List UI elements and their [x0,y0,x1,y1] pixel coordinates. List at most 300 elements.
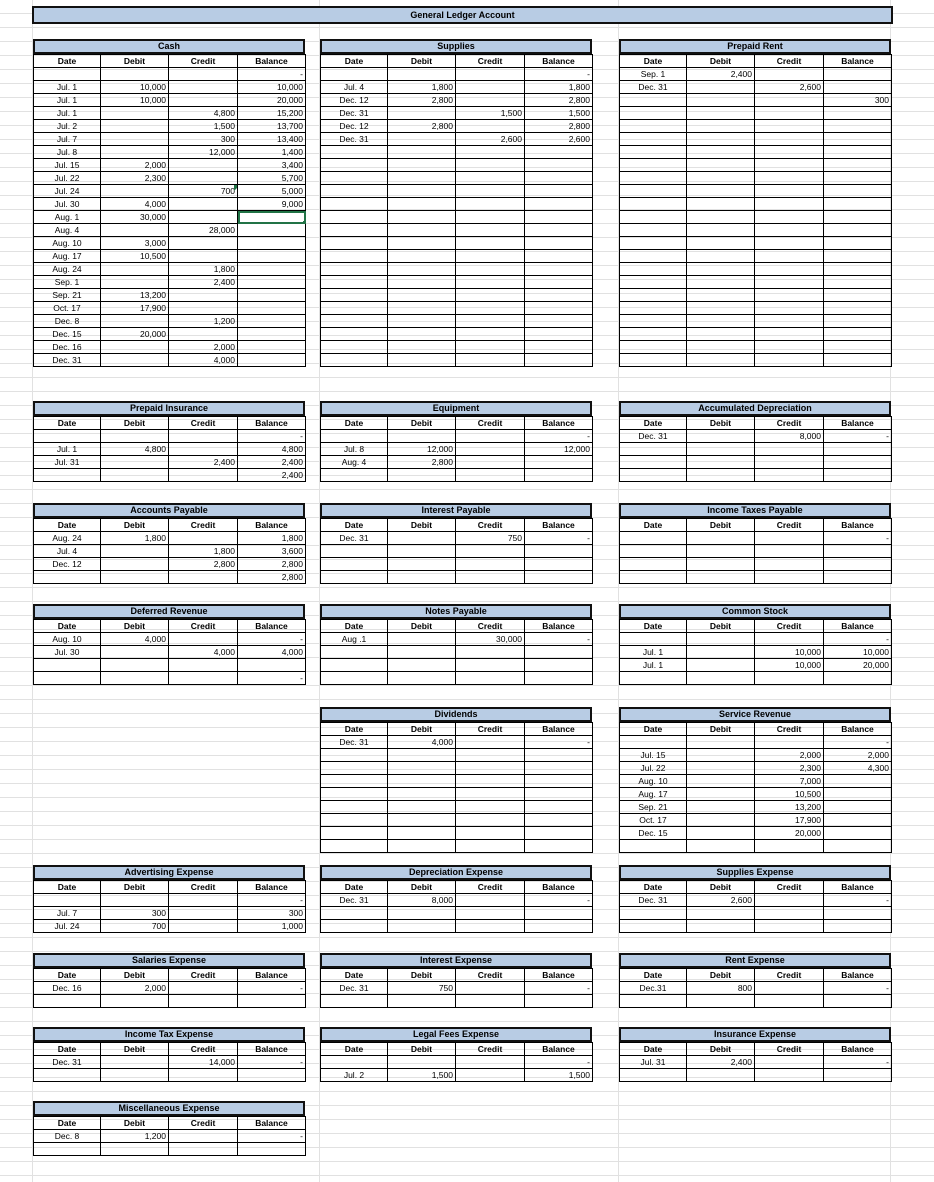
cell-debit[interactable] [687,328,755,341]
cell-date[interactable]: Jul. 1 [620,646,687,659]
cell-debit[interactable] [687,315,755,328]
cell-credit[interactable] [755,276,824,289]
cell-credit[interactable] [169,894,238,907]
cell-debit[interactable] [101,224,169,237]
cell-credit[interactable] [456,68,525,81]
cell-debit[interactable]: 3,000 [101,237,169,250]
cell-balance[interactable]: 1,000 [238,920,306,933]
cell-debit[interactable] [687,840,755,853]
cell-debit[interactable]: 700 [101,920,169,933]
cell-date[interactable]: Aug .1 [321,633,388,646]
cell-date[interactable] [620,211,687,224]
cell-balance[interactable]: 9,000 [238,198,306,211]
cell-date[interactable]: Jul. 22 [34,172,101,185]
cell-debit[interactable] [101,263,169,276]
cell-balance[interactable] [525,545,593,558]
cell-debit[interactable]: 1,500 [388,1069,456,1082]
cell-date[interactable] [34,430,101,443]
cell-credit[interactable] [456,81,525,94]
cell-date[interactable]: Dec. 15 [620,827,687,840]
cell-credit[interactable] [755,443,824,456]
cell-date[interactable]: Jul. 1 [620,659,687,672]
cell-credit[interactable] [169,1069,238,1082]
cell-balance[interactable]: - [238,68,306,81]
cell-date[interactable]: Dec. 31 [321,133,388,146]
cell-balance[interactable] [824,302,892,315]
cell-credit[interactable] [456,646,525,659]
cell-date[interactable]: Jul. 30 [34,198,101,211]
cell-debit[interactable] [687,159,755,172]
cell-balance[interactable]: 12,000 [525,443,593,456]
cell-date[interactable] [321,762,388,775]
cell-date[interactable] [620,250,687,263]
cell-credit[interactable] [755,211,824,224]
cell-date[interactable] [321,341,388,354]
cell-debit[interactable] [388,328,456,341]
cell-balance[interactable] [824,354,892,367]
cell-date[interactable]: Jul. 24 [34,920,101,933]
cell-debit[interactable] [388,1056,456,1069]
cell-balance[interactable]: 20,000 [824,659,892,672]
cell-credit[interactable] [755,995,824,1008]
cell-debit[interactable] [388,341,456,354]
cell-debit[interactable]: 17,900 [101,302,169,315]
cell-balance[interactable]: - [238,1130,306,1143]
cell-balance[interactable]: 4,800 [238,443,306,456]
cell-date[interactable] [321,185,388,198]
cell-balance[interactable]: - [824,736,892,749]
cell-balance[interactable]: 2,800 [238,571,306,584]
cell-credit[interactable] [169,995,238,1008]
cell-credit[interactable] [755,558,824,571]
cell-date[interactable] [321,211,388,224]
cell-credit[interactable] [169,571,238,584]
cell-date[interactable] [321,558,388,571]
cell-credit[interactable] [755,328,824,341]
cell-credit[interactable] [169,159,238,172]
cell-date[interactable] [34,1143,101,1156]
cell-debit[interactable] [687,558,755,571]
cell-balance[interactable] [824,672,892,685]
cell-debit[interactable] [687,430,755,443]
cell-debit[interactable] [687,107,755,120]
cell-credit[interactable] [755,571,824,584]
cell-date[interactable] [620,94,687,107]
cell-debit[interactable] [687,672,755,685]
cell-balance[interactable] [824,107,892,120]
cell-debit[interactable] [388,211,456,224]
cell-date[interactable]: Jul. 1 [34,94,101,107]
cell-date[interactable]: Aug. 1 [34,211,101,224]
cell-credit[interactable]: 2,600 [456,133,525,146]
cell-credit[interactable] [169,198,238,211]
cell-debit[interactable] [101,107,169,120]
cell-date[interactable]: Jul. 4 [34,545,101,558]
cell-credit[interactable] [456,94,525,107]
cell-debit[interactable] [388,558,456,571]
cell-debit[interactable] [101,354,169,367]
cell-credit[interactable] [755,133,824,146]
cell-debit[interactable] [687,775,755,788]
cell-date[interactable]: Sep. 1 [620,68,687,81]
cell-debit[interactable] [687,302,755,315]
cell-balance[interactable] [525,198,593,211]
cell-credit[interactable]: 1,500 [169,120,238,133]
cell-credit[interactable] [169,289,238,302]
cell-balance[interactable] [824,185,892,198]
cell-balance[interactable] [238,315,306,328]
cell-balance[interactable] [238,263,306,276]
cell-debit[interactable] [687,571,755,584]
cell-date[interactable] [34,469,101,482]
cell-balance[interactable] [824,172,892,185]
cell-debit[interactable] [687,81,755,94]
cell-date[interactable] [321,198,388,211]
cell-balance[interactable] [525,646,593,659]
cell-credit[interactable]: 10,000 [755,646,824,659]
cell-credit[interactable] [755,894,824,907]
cell-date[interactable]: Jul. 1 [34,107,101,120]
cell-date[interactable] [321,749,388,762]
cell-balance[interactable]: - [525,1056,593,1069]
cell-balance[interactable] [824,263,892,276]
cell-credit[interactable] [755,920,824,933]
cell-credit[interactable] [755,68,824,81]
cell-date[interactable] [620,276,687,289]
cell-balance[interactable]: - [525,982,593,995]
cell-date[interactable] [321,315,388,328]
cell-debit[interactable] [388,263,456,276]
cell-balance[interactable]: - [525,68,593,81]
cell-credit[interactable] [456,736,525,749]
cell-debit[interactable] [687,545,755,558]
cell-date[interactable] [620,120,687,133]
cell-debit[interactable] [687,185,755,198]
cell-credit[interactable] [456,354,525,367]
cell-date[interactable] [321,263,388,276]
cell-debit[interactable] [101,571,169,584]
cell-date[interactable]: Jul. 31 [34,456,101,469]
cell-credit[interactable] [755,982,824,995]
cell-balance[interactable] [824,788,892,801]
cell-balance[interactable]: 2,800 [238,558,306,571]
cell-credit[interactable] [755,469,824,482]
cell-date[interactable] [321,224,388,237]
cell-credit[interactable]: 4,000 [169,354,238,367]
cell-credit[interactable] [755,172,824,185]
cell-debit[interactable] [388,289,456,302]
cell-date[interactable] [34,1069,101,1082]
cell-credit[interactable] [456,571,525,584]
cell-balance[interactable] [525,920,593,933]
cell-debit[interactable] [388,995,456,1008]
cell-credit[interactable] [169,920,238,933]
cell-balance[interactable] [525,185,593,198]
cell-debit[interactable] [388,146,456,159]
cell-credit[interactable] [755,224,824,237]
cell-balance[interactable] [824,250,892,263]
cell-credit[interactable]: 13,200 [755,801,824,814]
cell-credit[interactable] [755,263,824,276]
cell-debit[interactable] [388,354,456,367]
cell-balance[interactable] [238,302,306,315]
cell-credit[interactable] [169,211,238,224]
cell-credit[interactable]: 4,000 [169,646,238,659]
cell-balance[interactable] [824,146,892,159]
cell-date[interactable] [321,646,388,659]
cell-balance[interactable] [525,762,593,775]
cell-debit[interactable] [101,1143,169,1156]
cell-date[interactable]: Jul. 2 [34,120,101,133]
cell-credit[interactable] [755,107,824,120]
cell-date[interactable] [620,289,687,302]
cell-credit[interactable] [456,775,525,788]
cell-credit[interactable] [456,289,525,302]
cell-date[interactable] [321,354,388,367]
cell-date[interactable]: Sep. 21 [34,289,101,302]
cell-balance[interactable] [824,159,892,172]
cell-credit[interactable] [755,302,824,315]
cell-debit[interactable] [687,633,755,646]
cell-debit[interactable]: 2,400 [687,68,755,81]
cell-credit[interactable] [456,159,525,172]
cell-balance[interactable] [525,827,593,840]
cell-balance[interactable] [824,907,892,920]
cell-credit[interactable] [755,1069,824,1082]
cell-balance[interactable]: 2,800 [525,120,593,133]
cell-debit[interactable] [101,469,169,482]
cell-balance[interactable]: 1,800 [238,532,306,545]
cell-credit[interactable] [755,672,824,685]
cell-credit[interactable]: 1,800 [169,545,238,558]
cell-credit[interactable] [755,1056,824,1069]
cell-debit[interactable] [388,659,456,672]
cell-credit[interactable]: 700 [169,185,238,198]
cell-debit[interactable] [101,1056,169,1069]
cell-credit[interactable] [456,276,525,289]
cell-credit[interactable] [169,430,238,443]
cell-debit[interactable] [687,94,755,107]
cell-debit[interactable] [388,775,456,788]
cell-credit[interactable]: 30,000 [456,633,525,646]
cell-debit[interactable]: 2,000 [101,159,169,172]
cell-balance[interactable] [824,827,892,840]
cell-credit[interactable] [169,633,238,646]
cell-credit[interactable] [169,982,238,995]
cell-date[interactable]: Jul. 1 [34,81,101,94]
cell-date[interactable] [620,545,687,558]
cell-date[interactable]: Jul. 31 [620,1056,687,1069]
cell-balance[interactable] [824,469,892,482]
cell-debit[interactable] [101,68,169,81]
cell-balance[interactable] [824,443,892,456]
cell-debit[interactable] [687,907,755,920]
cell-date[interactable] [321,840,388,853]
cell-balance[interactable] [824,814,892,827]
cell-debit[interactable] [101,659,169,672]
cell-balance[interactable] [525,469,593,482]
cell-debit[interactable] [388,646,456,659]
cell-balance[interactable] [525,354,593,367]
cell-date[interactable]: Dec. 12 [34,558,101,571]
cell-date[interactable]: Dec. 31 [34,1056,101,1069]
cell-credit[interactable] [456,198,525,211]
cell-balance[interactable]: - [824,633,892,646]
cell-date[interactable]: Aug. 4 [321,456,388,469]
cell-credit[interactable]: 2,600 [755,81,824,94]
cell-debit[interactable] [388,571,456,584]
cell-balance[interactable]: 2,600 [525,133,593,146]
cell-credit[interactable]: 2,000 [755,749,824,762]
cell-credit[interactable]: 8,000 [755,430,824,443]
cell-date[interactable]: Dec. 16 [34,982,101,995]
cell-credit[interactable] [456,302,525,315]
cell-date[interactable]: Dec. 31 [321,894,388,907]
cell-balance[interactable]: 1,500 [525,107,593,120]
cell-balance[interactable] [824,276,892,289]
cell-debit[interactable] [388,840,456,853]
cell-credit[interactable] [169,532,238,545]
cell-credit[interactable] [755,354,824,367]
cell-debit[interactable] [687,456,755,469]
cell-credit[interactable]: 750 [456,532,525,545]
cell-date[interactable] [321,159,388,172]
cell-credit[interactable]: 14,000 [169,1056,238,1069]
cell-credit[interactable] [456,469,525,482]
cell-credit[interactable] [456,315,525,328]
cell-date[interactable] [620,302,687,315]
cell-date[interactable]: Aug. 17 [620,788,687,801]
cell-debit[interactable] [101,430,169,443]
cell-credit[interactable] [755,159,824,172]
cell-debit[interactable] [687,224,755,237]
cell-date[interactable] [620,315,687,328]
cell-debit[interactable]: 10,000 [101,94,169,107]
cell-balance[interactable] [525,172,593,185]
cell-debit[interactable] [388,172,456,185]
cell-balance[interactable]: 2,400 [238,469,306,482]
cell-date[interactable]: Dec. 31 [620,81,687,94]
cell-debit[interactable] [687,289,755,302]
cell-credit[interactable] [456,430,525,443]
cell-balance[interactable]: 2,000 [824,749,892,762]
cell-debit[interactable] [388,801,456,814]
cell-credit[interactable]: 2,400 [169,276,238,289]
cell-debit[interactable] [687,133,755,146]
cell-debit[interactable] [101,1069,169,1082]
cell-debit[interactable] [101,185,169,198]
cell-credit[interactable]: 10,500 [755,788,824,801]
cell-debit[interactable] [101,894,169,907]
cell-date[interactable] [321,146,388,159]
cell-credit[interactable] [456,120,525,133]
cell-date[interactable] [620,159,687,172]
cell-balance[interactable] [525,276,593,289]
cell-date[interactable] [620,354,687,367]
cell-date[interactable]: Aug. 10 [34,237,101,250]
cell-balance[interactable]: 10,000 [238,81,306,94]
cell-credit[interactable] [456,328,525,341]
cell-credit[interactable] [456,456,525,469]
cell-debit[interactable] [687,788,755,801]
cell-credit[interactable] [755,341,824,354]
cell-balance[interactable] [238,995,306,1008]
cell-date[interactable]: Jul. 8 [34,146,101,159]
cell-date[interactable]: Aug. 10 [34,633,101,646]
cell-credit[interactable] [755,250,824,263]
cell-balance[interactable] [824,801,892,814]
cell-debit[interactable] [687,341,755,354]
cell-credit[interactable] [456,801,525,814]
cell-credit[interactable] [169,237,238,250]
cell-debit[interactable] [687,646,755,659]
cell-balance[interactable]: 3,600 [238,545,306,558]
cell-balance[interactable] [525,456,593,469]
cell-date[interactable] [34,894,101,907]
cell-debit[interactable]: 2,800 [388,120,456,133]
cell-balance[interactable]: 1,800 [525,81,593,94]
cell-balance[interactable] [525,775,593,788]
cell-balance[interactable] [238,289,306,302]
cell-date[interactable]: Sep. 21 [620,801,687,814]
cell-credit[interactable] [755,633,824,646]
cell-credit[interactable] [456,982,525,995]
cell-credit[interactable] [169,907,238,920]
cell-balance[interactable] [238,250,306,263]
cell-debit[interactable] [101,276,169,289]
cell-debit[interactable] [101,133,169,146]
cell-balance[interactable]: 2,800 [525,94,593,107]
cell-debit[interactable] [388,532,456,545]
cell-date[interactable]: Jul. 15 [620,749,687,762]
cell-debit[interactable]: 300 [101,907,169,920]
cell-date[interactable] [620,107,687,120]
cell-debit[interactable]: 750 [388,982,456,995]
cell-debit[interactable] [687,659,755,672]
cell-balance[interactable] [824,995,892,1008]
cell-balance[interactable] [238,1069,306,1082]
cell-date[interactable] [321,775,388,788]
cell-date[interactable]: Dec. 8 [34,315,101,328]
cell-debit[interactable] [687,250,755,263]
cell-credit[interactable] [456,237,525,250]
cell-balance[interactable]: 5,000 [238,185,306,198]
cell-balance[interactable] [824,545,892,558]
cell-credit[interactable] [456,172,525,185]
cell-credit[interactable] [456,263,525,276]
cell-credit[interactable] [456,545,525,558]
cell-credit[interactable] [456,907,525,920]
cell-debit[interactable] [388,250,456,263]
cell-date[interactable] [34,68,101,81]
cell-debit[interactable] [388,68,456,81]
cell-balance[interactable]: 5,700 [238,172,306,185]
cell-date[interactable]: Aug. 4 [34,224,101,237]
cell-date[interactable] [321,289,388,302]
cell-balance[interactable]: - [238,633,306,646]
cell-debit[interactable] [687,532,755,545]
cell-credit[interactable] [169,81,238,94]
cell-debit[interactable]: 4,000 [388,736,456,749]
cell-debit[interactable] [687,995,755,1008]
cell-date[interactable] [620,133,687,146]
cell-debit[interactable]: 1,800 [101,532,169,545]
cell-balance[interactable] [525,237,593,250]
cell-debit[interactable]: 2,600 [687,894,755,907]
cell-debit[interactable]: 4,000 [101,633,169,646]
cell-date[interactable]: Jul. 7 [34,133,101,146]
cell-credit[interactable] [169,328,238,341]
